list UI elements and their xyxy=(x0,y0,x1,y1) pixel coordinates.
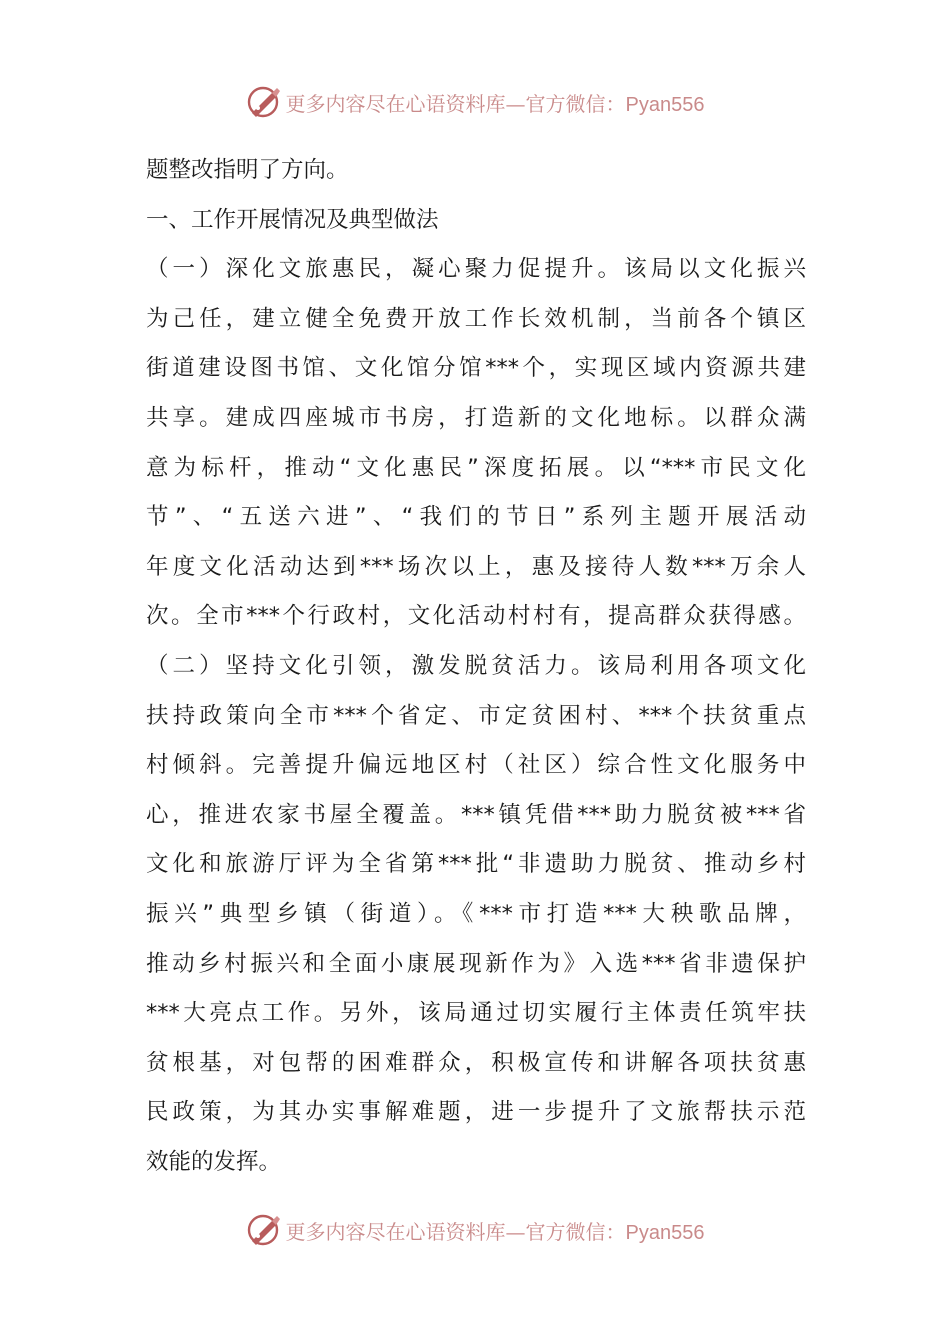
text-line: 节”、“五送六进”、“我们的节日”系列主题开展活动 xyxy=(146,504,806,531)
text-line: 年度文化活动达到***场次以上，惠及接待人数***万余人 xyxy=(146,553,806,580)
text-line: 心，推进农家书屋全覆盖。***镇凭借***助力脱贫被***省 xyxy=(146,801,806,828)
banner-caption: 更多内容尽在心语资料库—官方微信： xyxy=(285,91,626,116)
banner-handle: Pyan556 xyxy=(625,1221,705,1244)
banner-handle: Pyan556 xyxy=(625,93,705,116)
header-banner xyxy=(0,80,950,124)
text-line: 效能的发挥。 xyxy=(146,1148,282,1175)
text-line: 文化和旅游厅评为全省第***批“非遗助力脱贫、推动乡村 xyxy=(146,851,806,878)
text-line: 次。全市***个行政村，文化活动村村有，提高群众获得感。 xyxy=(146,603,806,630)
text-line: 推动乡村振兴和全面小康展现新作为》入选***省非遗保护 xyxy=(146,950,806,977)
text-line: 街道建设图书馆、文化馆分馆***个，实现区域内资源共建 xyxy=(146,355,806,382)
text-line: 为己任，建立健全免费开放工作长效机制，当前各个镇区 xyxy=(146,305,806,332)
text-line: 意为标杆，推动“文化惠民”深度拓展。以“***市民文化 xyxy=(146,454,806,481)
document-body xyxy=(146,146,806,1187)
pen-logo-icon xyxy=(246,84,282,120)
banner-caption: 更多内容尽在心语资料库—官方微信： xyxy=(285,1219,626,1244)
text-line: 民政策，为其办实事解难题，进一步提升了文旅帮扶示范 xyxy=(146,1099,806,1126)
pen-logo-icon xyxy=(246,1212,282,1248)
text-line: 振兴”典型乡镇（街道）。《***市打造***大秧歌品牌， xyxy=(146,900,806,927)
text-line: （一）深化文旅惠民，凝心聚力促提升。该局以文化振兴 xyxy=(146,256,806,283)
text-line: 村倾斜。完善提升偏远地区村（社区）综合性文化服务中 xyxy=(146,752,806,779)
text-line: （二）坚持文化引领，激发脱贫活力。该局利用各项文化 xyxy=(146,652,806,679)
footer-banner xyxy=(0,1208,950,1252)
text-line: 贫根基，对包帮的困难群众，积极宣传和讲解各项扶贫惠 xyxy=(146,1049,806,1076)
banner-text xyxy=(286,88,705,117)
text-line: 扶持政策向全市***个省定、市定贫困村、***个扶贫重点 xyxy=(146,702,806,729)
text-line: 共享。建成四座城市书房，打造新的文化地标。以群众满 xyxy=(146,404,806,431)
banner-text xyxy=(286,1216,705,1245)
text-line: 题整改指明了方向。 xyxy=(146,157,349,183)
section-heading: 一、工作开展情况及典型做法 xyxy=(146,206,439,233)
text-line: ***大亮点工作。另外，该局通过切实履行主体责任筑牢扶 xyxy=(146,1000,806,1027)
